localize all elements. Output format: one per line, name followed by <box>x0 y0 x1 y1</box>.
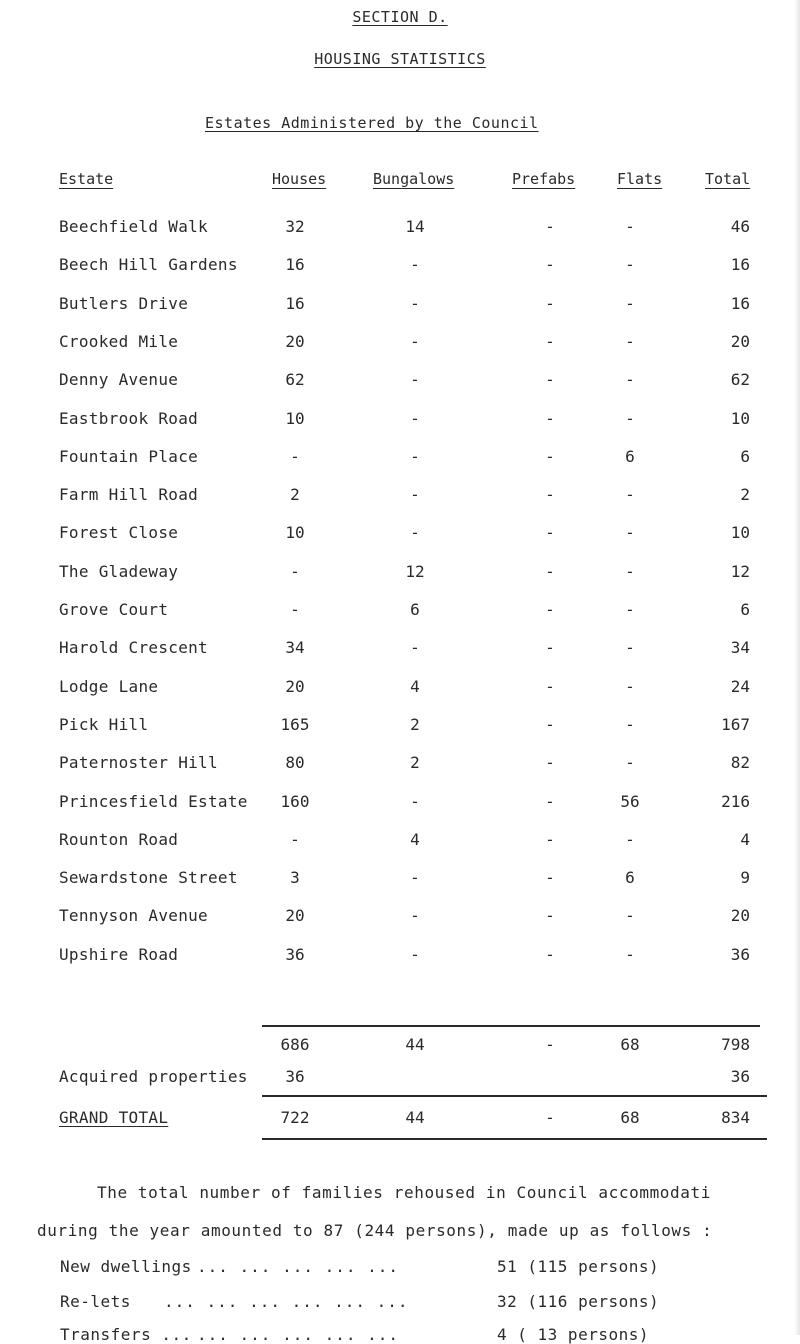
paragraph-line-2: during the year amounted to 87 (244 persons), made up as follows : <box>37 1221 713 1240</box>
estate-name: Princesfield Estate <box>59 792 248 811</box>
bungalows-cell: 14 <box>405 217 425 236</box>
flats-cell: - <box>625 562 635 581</box>
bungalows-cell: 4 <box>410 830 420 849</box>
column-header-prefabs: Prefabs <box>512 170 576 188</box>
bungalows-cell: 2 <box>410 715 420 734</box>
houses-cell: 80 <box>285 753 305 772</box>
bungalows-cell: - <box>410 523 420 542</box>
breakdown-dots: ... ... ... ... ... ... <box>164 1292 409 1311</box>
grand-total-flats: 68 <box>620 1108 640 1127</box>
estate-name: Fountain Place <box>59 447 199 466</box>
table-row <box>0 294 800 324</box>
prefabs-cell: - <box>545 600 555 619</box>
prefabs-cell: - <box>545 945 555 964</box>
table-row <box>0 562 800 592</box>
total-cell: 16 <box>730 255 750 274</box>
table-row <box>0 332 800 362</box>
column-header-flats: Flats <box>617 170 663 188</box>
flats-cell: - <box>625 217 635 236</box>
estate-name: Beechfield Walk <box>59 217 208 236</box>
estate-name: Paternoster Hill <box>59 753 218 772</box>
grand-total-total: 834 <box>721 1108 750 1127</box>
bungalows-cell: 6 <box>410 600 420 619</box>
breakdown-value: 32 (116 persons) <box>497 1292 660 1311</box>
estate-name: Upshire Road <box>59 945 179 964</box>
housing-statistics-heading: HOUSING STATISTICS <box>314 50 486 68</box>
flats-cell: - <box>625 485 635 504</box>
prefabs-cell: - <box>545 332 555 351</box>
total-cell: 167 <box>721 715 750 734</box>
prefabs-cell: - <box>545 485 555 504</box>
estate-name: Farm Hill Road <box>59 485 199 504</box>
table-row <box>0 715 800 745</box>
houses-cell: - <box>290 447 300 466</box>
subtotal-houses: 686 <box>280 1035 310 1054</box>
breakdown-value: 51 (115 persons) <box>497 1257 660 1276</box>
total-cell: 20 <box>730 332 750 351</box>
estate-name: Harold Crescent <box>59 638 208 657</box>
total-cell: 2 <box>740 485 750 504</box>
flats-cell: - <box>625 830 635 849</box>
estate-name: Forest Close <box>59 523 179 542</box>
houses-cell: 16 <box>285 255 305 274</box>
houses-cell: 2 <box>290 485 300 504</box>
houses-cell: 36 <box>285 945 305 964</box>
column-header-estate: Estate <box>59 170 114 188</box>
estate-name: Butlers Drive <box>59 294 189 313</box>
estate-name: Lodge Lane <box>59 677 159 696</box>
bungalows-cell: - <box>410 638 420 657</box>
table-row <box>0 523 800 553</box>
bungalows-cell: - <box>410 868 420 887</box>
table-row <box>0 447 800 477</box>
houses-cell: 34 <box>285 638 305 657</box>
flats-cell: - <box>625 409 635 428</box>
acquired-houses: 36 <box>285 1067 305 1086</box>
prefabs-cell: - <box>545 677 555 696</box>
bungalows-cell: - <box>410 906 420 925</box>
flats-cell: - <box>625 906 635 925</box>
total-cell: 20 <box>730 906 750 925</box>
estate-name: Eastbrook Road <box>59 409 199 428</box>
breakdown-dots: ... ... ... ... ... <box>197 1325 400 1344</box>
flats-cell: - <box>625 294 635 313</box>
bungalows-cell: - <box>410 409 420 428</box>
column-header-bungalows: Bungalows <box>373 170 455 188</box>
bungalows-cell: - <box>410 255 420 274</box>
prefabs-cell: - <box>545 715 555 734</box>
total-cell: 34 <box>730 638 750 657</box>
houses-cell: 16 <box>285 294 305 313</box>
prefabs-cell: - <box>545 562 555 581</box>
estate-name: Beech Hill Gardens <box>59 255 238 274</box>
houses-cell: 20 <box>285 677 305 696</box>
houses-cell: 10 <box>285 409 305 428</box>
acquired-label: Acquired properties <box>59 1067 248 1086</box>
prefabs-cell: - <box>545 830 555 849</box>
breakdown-value: 4 ( 13 persons) <box>497 1325 649 1344</box>
breakdown-label: Transfers ... <box>60 1325 192 1344</box>
estate-name: The Gladeway <box>59 562 179 581</box>
total-cell: 10 <box>730 409 750 428</box>
subtotal-prefabs: - <box>545 1035 555 1054</box>
breakdown-label: Re-lets <box>60 1292 131 1311</box>
total-cell: 216 <box>721 792 750 811</box>
total-cell: 10 <box>730 523 750 542</box>
flats-cell: 6 <box>625 447 635 466</box>
total-cell: 4 <box>740 830 750 849</box>
prefabs-cell: - <box>545 370 555 389</box>
bungalows-cell: - <box>410 447 420 466</box>
total-cell: 16 <box>730 294 750 313</box>
breakdown-re-lets <box>60 1292 660 1311</box>
houses-cell: - <box>290 830 300 849</box>
grand-total-label: GRAND TOTAL <box>59 1108 169 1127</box>
flats-cell: 56 <box>620 792 640 811</box>
grand-total-row <box>0 1108 800 1138</box>
total-cell: 6 <box>740 447 750 466</box>
subtotal-rule <box>262 1025 760 1027</box>
prefabs-cell: - <box>545 906 555 925</box>
table-row <box>0 485 800 515</box>
prefabs-cell: - <box>545 294 555 313</box>
table-title: Estates Administered by the Council <box>205 114 539 132</box>
total-cell: 9 <box>740 868 750 887</box>
table-row <box>0 945 800 975</box>
flats-cell: - <box>625 677 635 696</box>
houses-cell: 3 <box>290 868 300 887</box>
acquired-row <box>0 1067 800 1097</box>
page-edge-shadow <box>794 0 800 1335</box>
prefabs-cell: - <box>545 638 555 657</box>
subtotal-total: 798 <box>721 1035 750 1054</box>
flats-cell: - <box>625 945 635 964</box>
flats-cell: - <box>625 715 635 734</box>
grand-total-houses: 722 <box>280 1108 310 1127</box>
bungalows-cell: 12 <box>405 562 425 581</box>
total-cell: 6 <box>740 600 750 619</box>
flats-cell: - <box>625 332 635 351</box>
estate-name: Pick Hill <box>59 715 149 734</box>
flats-cell: - <box>625 523 635 542</box>
houses-cell: 20 <box>285 906 305 925</box>
paragraph-line-1: The total number of families rehoused in Council accommodati <box>97 1183 711 1202</box>
flats-cell: - <box>625 255 635 274</box>
subtotal-row <box>0 1035 800 1065</box>
bungalows-cell: - <box>410 332 420 351</box>
prefabs-cell: - <box>545 523 555 542</box>
houses-cell: 160 <box>280 792 310 811</box>
bungalows-cell: - <box>410 485 420 504</box>
column-header-total: Total <box>705 170 751 188</box>
bungalows-cell: 4 <box>410 677 420 696</box>
prefabs-cell: - <box>545 217 555 236</box>
grand-total-bottom-rule <box>262 1138 767 1140</box>
subtotal-flats: 68 <box>620 1035 640 1054</box>
table-row <box>0 830 800 860</box>
bungalows-cell: - <box>410 792 420 811</box>
table-row <box>0 906 800 936</box>
houses-cell: 32 <box>285 217 305 236</box>
breakdown-label: New dwellings <box>60 1257 192 1276</box>
flats-cell: - <box>625 638 635 657</box>
prefabs-cell: - <box>545 409 555 428</box>
grand-total-rule <box>262 1095 767 1097</box>
houses-cell: - <box>290 600 300 619</box>
bungalows-cell: - <box>410 294 420 313</box>
breakdown-dots: ... ... ... ... ... <box>197 1257 400 1276</box>
table-row <box>0 255 800 285</box>
table-row <box>0 753 800 783</box>
table-row <box>0 409 800 439</box>
estate-name: Crooked Mile <box>59 332 179 351</box>
table-row <box>0 868 800 898</box>
total-cell: 24 <box>730 677 750 696</box>
estate-name: Rounton Road <box>59 830 179 849</box>
breakdown-new-dwellings <box>60 1257 660 1276</box>
prefabs-cell: - <box>545 447 555 466</box>
flats-cell: 6 <box>625 868 635 887</box>
bungalows-cell: - <box>410 945 420 964</box>
table-row <box>0 792 800 822</box>
subtotal-bungalows: 44 <box>405 1035 425 1054</box>
estate-name: Denny Avenue <box>59 370 179 389</box>
section-heading: SECTION D. <box>352 8 448 26</box>
total-cell: 62 <box>730 370 750 389</box>
acquired-total: 36 <box>730 1067 750 1086</box>
table-row <box>0 370 800 400</box>
total-cell: 82 <box>730 753 750 772</box>
total-cell: 46 <box>730 217 750 236</box>
column-header-houses: Houses <box>272 170 327 188</box>
estate-name: Sewardstone Street <box>59 868 238 887</box>
grand-total-prefabs: - <box>545 1108 555 1127</box>
table-row <box>0 600 800 630</box>
houses-cell: 62 <box>285 370 305 389</box>
prefabs-cell: - <box>545 255 555 274</box>
prefabs-cell: - <box>545 753 555 772</box>
houses-cell: 165 <box>280 715 310 734</box>
estate-name: Tennyson Avenue <box>59 906 208 925</box>
table-row <box>0 677 800 707</box>
table-row <box>0 217 800 247</box>
houses-cell: 10 <box>285 523 305 542</box>
total-cell: 36 <box>730 945 750 964</box>
estate-name: Grove Court <box>59 600 169 619</box>
houses-cell: - <box>290 562 300 581</box>
prefabs-cell: - <box>545 868 555 887</box>
flats-cell: - <box>625 753 635 772</box>
bungalows-cell: - <box>410 370 420 389</box>
houses-cell: 20 <box>285 332 305 351</box>
table-row <box>0 638 800 668</box>
bungalows-cell: 2 <box>410 753 420 772</box>
flats-cell: - <box>625 600 635 619</box>
prefabs-cell: - <box>545 792 555 811</box>
flats-cell: - <box>625 370 635 389</box>
grand-total-bungalows: 44 <box>405 1108 425 1127</box>
total-cell: 12 <box>730 562 750 581</box>
